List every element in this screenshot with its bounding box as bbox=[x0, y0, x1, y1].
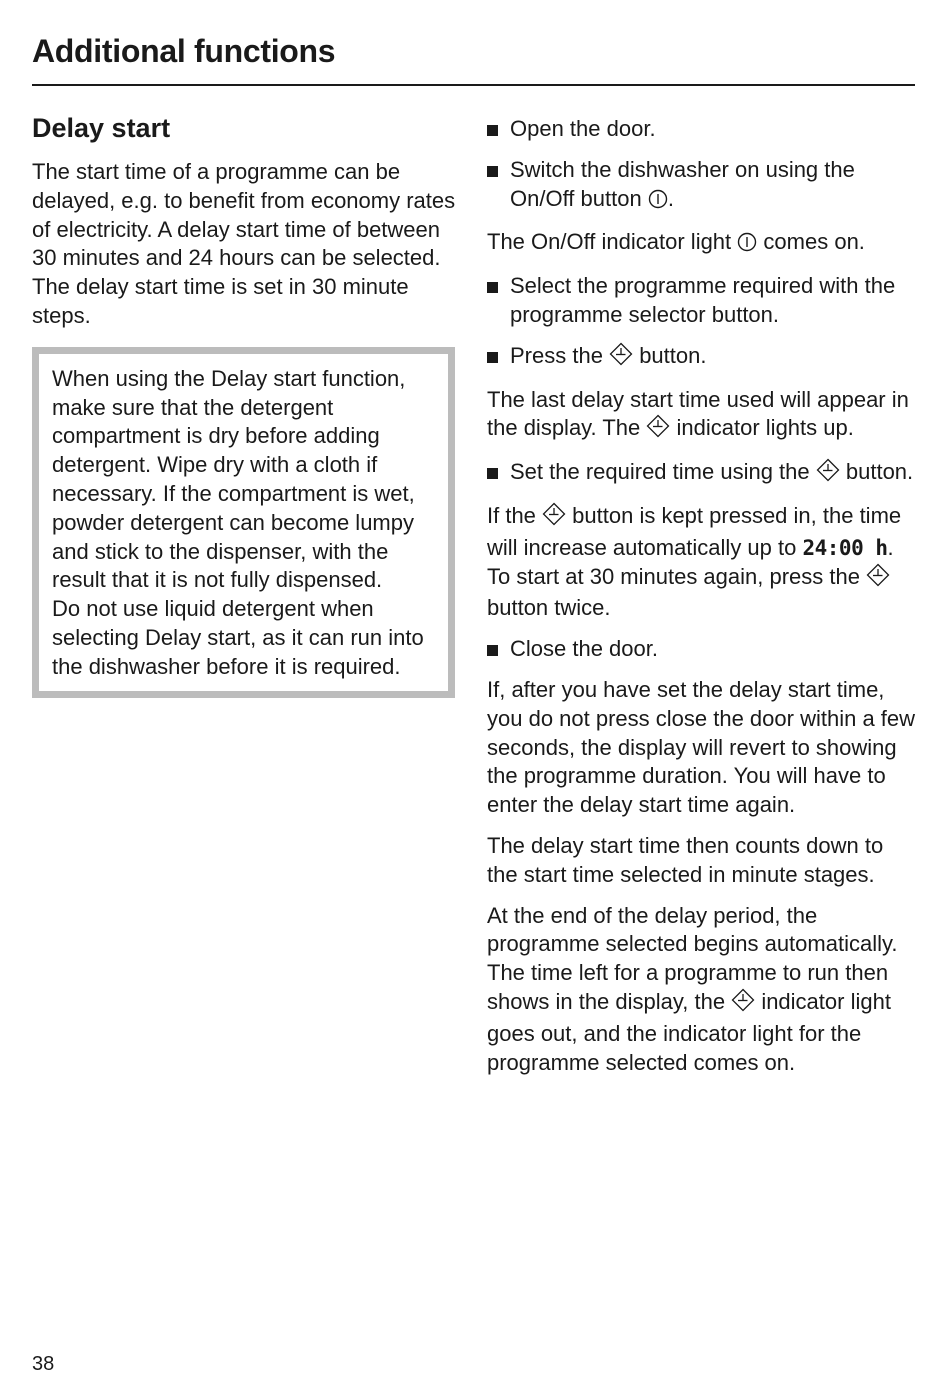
note-paragraph-1: When using the Delay start function, make sure that the detergent compartment is dry before adding detergent. Wipe dry with a cloth if necessary. If the compartment is wet, powder detergent can become lumpy and stick to the dispenser, with the result that it is not fully dispensed. bbox=[52, 365, 415, 593]
title-rule bbox=[32, 84, 915, 86]
bullet-square bbox=[487, 166, 498, 177]
step-press-delay bbox=[487, 342, 917, 374]
end-delay-text bbox=[487, 902, 917, 1078]
onoff-text-a: The On/Off indicator light bbox=[487, 229, 732, 255]
end-text-b: indicator light goes out, and the indicator light for the programme selected comes on. bbox=[487, 988, 891, 1075]
kept-pressed-text bbox=[487, 502, 917, 623]
delay-start-icon bbox=[609, 342, 633, 374]
step-text: Switch the dishwasher on using the On/Off button bbox=[510, 156, 855, 211]
end-text-a: At the end of the delay period, the programme selected begins automatically. The time left for a programme to run then shows in the display, the bbox=[487, 902, 898, 1014]
kept-text-c: . To start at 30 minutes again, press the bbox=[487, 534, 894, 589]
step-set-time bbox=[487, 458, 917, 490]
onoff-text-b: comes on. bbox=[763, 229, 865, 255]
delay-start-icon bbox=[866, 563, 890, 595]
warning-note bbox=[32, 347, 455, 698]
step-text: Select the programme required with the programme selector button. bbox=[510, 273, 896, 327]
delay-start-icon bbox=[731, 988, 755, 1020]
last-text-b: indicator lights up. bbox=[676, 415, 854, 441]
bullet-square bbox=[487, 468, 498, 479]
step-text-b: button. bbox=[845, 459, 914, 485]
power-icon bbox=[648, 188, 668, 217]
power-icon bbox=[737, 231, 757, 260]
kept-text-a: If the bbox=[487, 502, 536, 528]
step-open-door bbox=[487, 115, 917, 144]
bullet-square bbox=[487, 645, 498, 656]
delay-start-icon bbox=[816, 458, 840, 490]
display-readout: 24:00 h bbox=[802, 535, 888, 560]
last-text-a: The last delay start time used will appear in the display. The bbox=[487, 386, 909, 441]
last-delay-text bbox=[487, 386, 917, 447]
step-switch-on bbox=[487, 156, 917, 217]
bullet-square bbox=[487, 282, 498, 293]
left-column bbox=[32, 112, 460, 698]
countdown-text: The delay start time then counts down to the start time selected in minute stages. bbox=[487, 832, 884, 887]
onoff-indicator-text bbox=[487, 228, 917, 260]
delay-start-icon bbox=[646, 414, 670, 446]
step-text-end: . bbox=[667, 185, 674, 211]
right-column bbox=[487, 115, 917, 1089]
step-text-a: Press the bbox=[510, 342, 603, 368]
step-text-b: button. bbox=[639, 342, 707, 368]
step-text: Open the door. bbox=[510, 116, 656, 141]
kept-text-b: button is kept pressed in, the time will increase automatically up to bbox=[487, 502, 902, 560]
step-close-door bbox=[487, 635, 917, 664]
revert-text: If, after you have set the delay start time, you do not press close the door within a few seconds, the display will revert to showing the programme duration. You will have to enter the delay start time again. bbox=[487, 676, 916, 818]
section-heading: Delay start bbox=[32, 113, 171, 143]
intro-paragraph: The start time of a programme can be delayed, e.g. to benefit from economy rates of electricity. A delay start time of between 30 minutes and 24 hours can be selected. The delay start time is set in 30 minute steps. bbox=[32, 159, 456, 328]
note-paragraph-2: Do not use liquid detergent when selecting Delay start, as it can run into the dishwasher before it is required. bbox=[52, 596, 424, 679]
kept-text-d: button twice. bbox=[487, 595, 611, 621]
bullet-square bbox=[487, 352, 498, 363]
step-select-programme bbox=[487, 272, 917, 330]
page-title: Additional functions bbox=[32, 33, 336, 69]
bullet-square bbox=[487, 125, 498, 136]
step-text-a: Set the required time using the bbox=[510, 459, 810, 485]
step-text: Close the door. bbox=[510, 636, 658, 662]
page-number: 38 bbox=[32, 1353, 55, 1375]
delay-start-icon bbox=[542, 502, 566, 534]
